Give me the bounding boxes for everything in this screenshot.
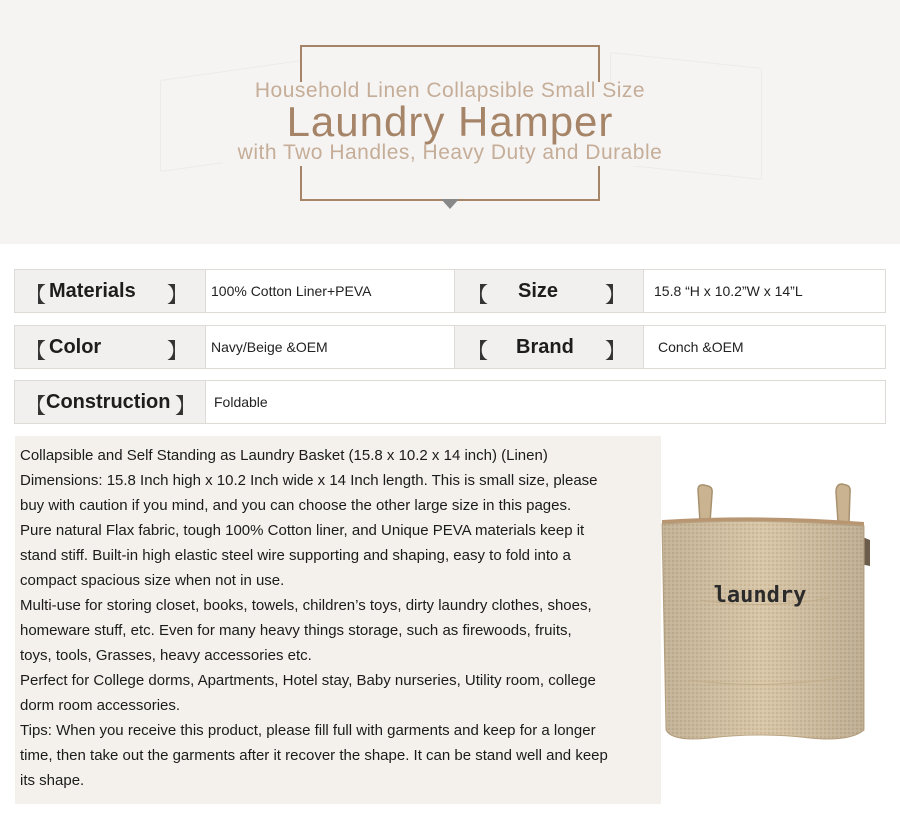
description-line: dorm room accessories. (20, 697, 181, 714)
spec-value-color: Navy/Beige &OEM (205, 325, 455, 369)
description-line: Dimensions: 15.8 Inch high x 10.2 Inch wide x 14 Inch length. This is small size, please (20, 472, 598, 489)
description-line: Collapsible and Self Standing as Laundry Basket (15.8 x 10.2 x 14 inch) (Linen) (20, 447, 548, 464)
product-description (15, 436, 661, 804)
description-line: Pure natural Flax fabric, tough 100% Cotton liner, and Unique PEVA materials keep it (20, 522, 585, 539)
banner-subtitle-top: Household Linen Collapsible Small Size (254, 79, 646, 102)
spec-value-materials: 100% Cotton Liner+PEVA (205, 269, 455, 313)
spec-label-color: 【 Color 】 (14, 325, 206, 369)
spec-label-brand: 【 Brand 】 (454, 325, 644, 369)
spec-value-construction: Foldable (205, 380, 886, 424)
product-image (660, 480, 900, 750)
description-line: homeware stuff, etc. Even for many heavy things storage, such as firewoods, fruits, (20, 622, 572, 639)
description-line: its shape. (20, 772, 85, 789)
banner-title: Laundry Hamper (286, 98, 614, 145)
spec-value-size: 15.8 “H x 10.2”W x 14”L (643, 269, 886, 313)
description-line: toys, tools, Grasses, heavy accessories etc. (20, 647, 312, 664)
description-line: compact spacious size when not in use. (20, 572, 285, 589)
down-arrow-icon (441, 199, 459, 209)
spec-row-materials-size (14, 269, 886, 313)
spec-label-construction: 【 Construction 】 (14, 380, 206, 424)
spec-value-brand: Conch &OEM (643, 325, 886, 369)
description-line: Multi-use for storing closet, books, towels, children’s toys, dirty laundry clothes, shoes, (20, 597, 592, 614)
description-line: stand stiff. Built-in high elastic steel wire supporting and shaping, easy to fold into a (20, 547, 571, 564)
spec-row-construction (14, 380, 886, 424)
description-line: Tips: When you receive this product, please fill full with garments and keep for a longer (20, 722, 596, 739)
spec-label-materials: 【 Materials 】 (14, 269, 206, 313)
banner-subtitle-bottom: with Two Handles, Heavy Duty and Durable (237, 141, 663, 164)
spec-row-color-brand (14, 325, 886, 369)
basket-label: laundry (713, 583, 807, 608)
description-line: Perfect for College dorms, Apartments, Hotel stay, Baby nurseries, Utility room, college (20, 672, 596, 689)
spec-label-size: 【 Size 】 (454, 269, 644, 313)
laundry-basket-illustration (660, 480, 900, 750)
description-line: time, then take out the garments after it recover the shape. It can be stand well and keep (20, 747, 608, 764)
description-line: buy with caution if you mind, and you can choose the other large size in this pages. (20, 497, 572, 514)
header-banner (0, 0, 900, 244)
